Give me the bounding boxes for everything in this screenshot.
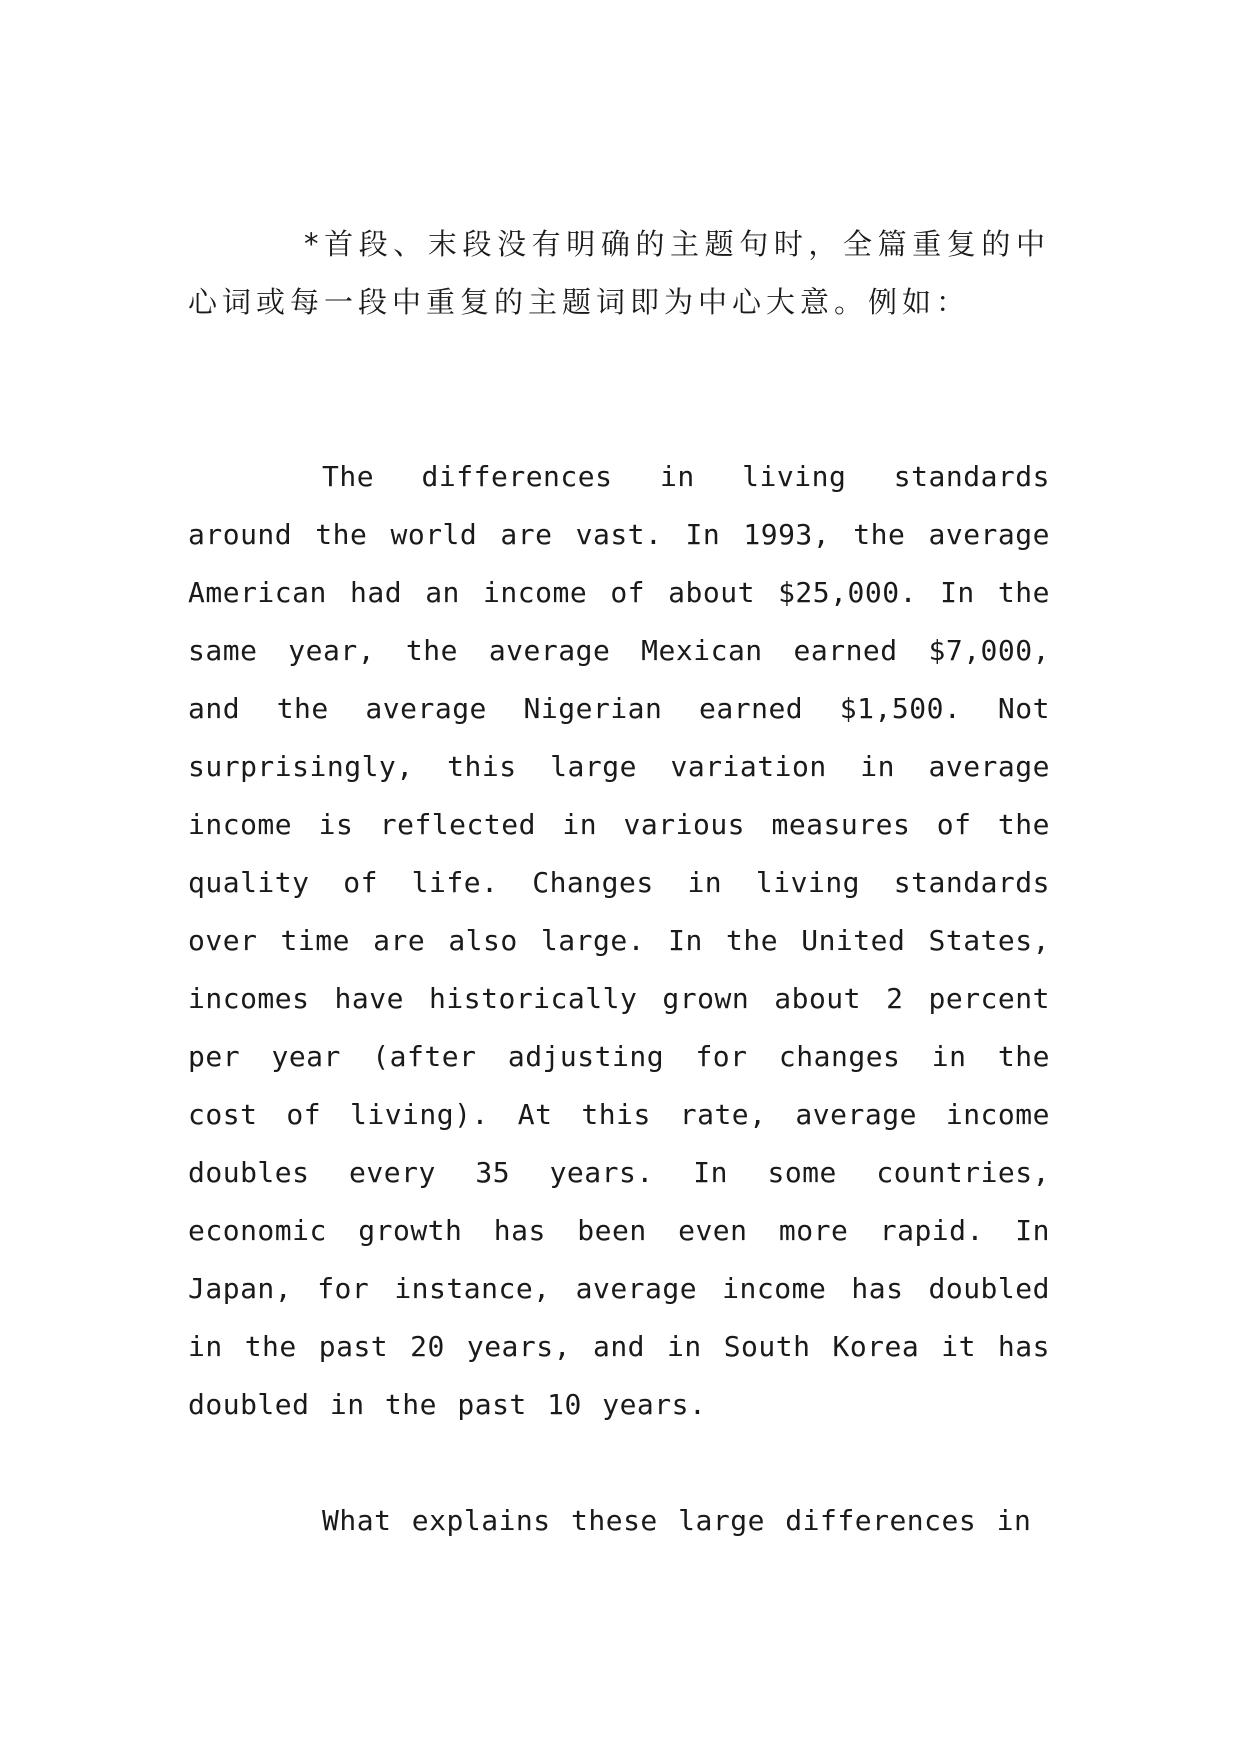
example-paragraph-2: What explains these large differences in — [322, 1504, 1032, 1537]
intro-paragraph-chinese: *首段、末段没有明确的主题句时，全篇重复的中心词或每一段中重复的主题词即为中心大意。例如： — [188, 227, 1050, 319]
example-paragraph-1: The differences in living standards around the world are vast. In 1993, the average American had an income of about $25,000. In the same year, the average Mexican earned $7,000, and the average Nigerian earned $1,500. Not surprisingly, this large variation in average income is reflected in various measures of the quality of life. Changes in living standards over time are also large. In the United States, incomes have historically grown about 2 percent per year (after adjusting for changes in the cost of living). At this rate, average income doubles every 35 years. In some countries, economic growth has been even more rapid. In Japan, for instance, average income has doubled in the past 20 years, and in South Korea it has doubled in the past 10 years. — [188, 460, 1050, 1421]
